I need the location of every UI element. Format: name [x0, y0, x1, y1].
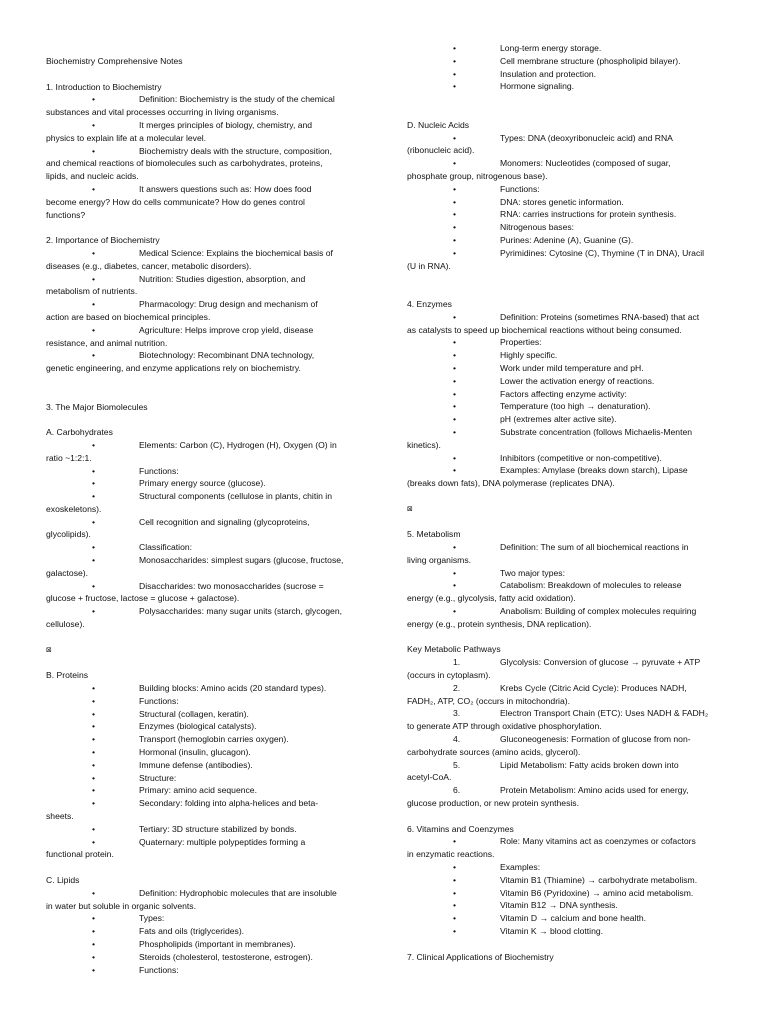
item-text: Pharmacology: Drug design and mechanism of	[139, 299, 318, 310]
bullet-marker: •	[92, 516, 96, 527]
item-text: Nutrition: Studies digestion, absorption, and	[139, 273, 306, 284]
bullet-item	[46, 247, 366, 260]
item-text: Types:	[139, 913, 165, 924]
bullet-item	[46, 759, 366, 772]
item-text: Properties:	[500, 337, 542, 348]
item-text: Monomers: Nucleotides (composed of sugar,	[500, 158, 671, 169]
bullet-marker: •	[453, 426, 457, 437]
item-text: Pyrimidines: Cytosine (C), Thymine (T in DNA), Uracil	[500, 247, 705, 258]
item-text: Structural (collagen, keratin).	[139, 708, 249, 719]
item-number: 1.	[453, 657, 461, 668]
bullet-item	[46, 720, 366, 733]
item-text: Secondary: folding into alpha-helices and beta-	[139, 798, 319, 809]
bullet-marker: •	[453, 43, 457, 53]
bullet-item	[407, 899, 727, 912]
item-text: Immune defense (antibodies).	[139, 759, 253, 770]
numbered-item	[407, 759, 727, 772]
numbered-item	[407, 707, 727, 720]
bullet-marker: •	[453, 68, 457, 79]
bullet-item	[46, 836, 366, 849]
bullet-marker: •	[453, 132, 457, 143]
bullet-marker: •	[92, 708, 96, 719]
item-text: Nitrogenous bases:	[500, 222, 575, 233]
bullet-marker: •	[453, 580, 457, 591]
item-text: Lipid Metabolism: Fatty acids broken down into	[500, 759, 679, 770]
bullet-marker: •	[453, 388, 457, 399]
item-text: Cell recognition and signaling (glycoproteins,	[139, 516, 310, 527]
continuation-line: resistance, and animal nutrition.	[46, 337, 168, 348]
continuation-line: diseases (e.g., diabetes, cancer, metabolic disorders).	[46, 260, 252, 271]
continuation-line: become energy? How do cells communicate? How do genes control	[46, 196, 305, 207]
bullet-item	[407, 196, 727, 209]
item-text: Medical Science: Explains the biochemical basis of	[139, 247, 333, 258]
paragraph-line: A. Carbohydrates	[46, 427, 113, 438]
item-text: Purines: Adenine (A), Guanine (G).	[500, 234, 634, 245]
bullet-marker: •	[453, 375, 457, 386]
item-text: Agriculture: Helps improve crop yield, disease	[139, 324, 314, 335]
item-text: Monosaccharides: simplest sugars (glucose, fructose,	[139, 555, 344, 566]
bullet-marker: •	[453, 209, 457, 220]
item-text: Two major types:	[500, 567, 565, 578]
bullet-marker: •	[92, 926, 96, 937]
bullet-item	[407, 336, 727, 349]
spacer	[407, 93, 727, 119]
bullet-item	[407, 464, 727, 477]
item-text: Long-term energy storage.	[500, 43, 602, 53]
bullet-item	[407, 861, 727, 874]
continuation-line: (occurs in cytoplasm).	[407, 670, 491, 681]
bullet-marker: •	[92, 542, 96, 553]
bullet-marker: •	[453, 414, 457, 425]
bullet-marker: •	[92, 94, 96, 105]
item-text: Work under mild temperature and pH.	[500, 362, 644, 373]
bullet-item	[407, 183, 727, 196]
bullet-marker: •	[453, 925, 457, 936]
item-text: Biochemistry deals with the structure, composition,	[139, 145, 332, 156]
bullet-item	[46, 887, 366, 900]
spacer	[46, 68, 366, 81]
bullet-item	[407, 80, 727, 93]
item-text: Lower the activation energy of reactions.	[500, 375, 655, 386]
bullet-item	[407, 221, 727, 234]
item-text: Hormonal (insulin, glucagon).	[139, 747, 251, 758]
bullet-marker: •	[453, 222, 457, 233]
bullet-marker: •	[453, 311, 457, 322]
item-text: Functions:	[139, 465, 179, 476]
item-number: 5.	[453, 759, 461, 770]
bullet-item	[46, 298, 366, 311]
spacer	[46, 631, 366, 644]
bullet-marker: •	[453, 81, 457, 92]
continuation-line: acetyl-CoA.	[407, 772, 452, 783]
bullet-item	[407, 234, 727, 247]
item-text: Vitamin B1 (Thiamine) → carbohydrate metabolism.	[500, 874, 698, 885]
item-text: DNA: stores genetic information.	[500, 196, 624, 207]
bullet-marker: •	[453, 158, 457, 169]
bullet-item	[407, 362, 727, 375]
paragraph-line: 2. Importance of Biochemistry	[46, 235, 160, 246]
bullet-marker: •	[453, 567, 457, 578]
bullet-marker: •	[453, 836, 457, 847]
continuation-line: genetic engineering, and enzyme applications rely on biochemistry.	[46, 363, 301, 374]
item-text: Primary energy source (glucose).	[139, 478, 266, 489]
bullet-marker: •	[92, 734, 96, 745]
bullet-marker: •	[92, 465, 96, 476]
bullet-marker: •	[92, 747, 96, 758]
bullet-marker: •	[92, 721, 96, 732]
item-text: Tertiary: 3D structure stabilized by bonds.	[139, 823, 297, 834]
continuation-line: glucose + fructose, lactose = glucose + galactose).	[46, 593, 240, 604]
paragraph-line: C. Lipids	[46, 875, 80, 885]
spacer	[46, 221, 366, 234]
spacer	[407, 631, 727, 644]
bullet-marker: •	[92, 964, 96, 975]
bullet-marker: •	[453, 362, 457, 373]
bullet-marker: •	[453, 606, 457, 617]
continuation-line: glycolipids).	[46, 529, 91, 540]
bullet-item	[407, 874, 727, 887]
spacer	[46, 413, 366, 426]
bullet-marker: •	[453, 247, 457, 258]
item-text: Functions:	[139, 695, 179, 706]
bullet-marker: •	[453, 913, 457, 924]
bullet-item	[46, 938, 366, 951]
bullet-marker: •	[92, 299, 96, 310]
bullet-item	[407, 835, 727, 848]
item-text: Catabolism: Breakdown of molecules to release	[500, 580, 682, 591]
item-text: Examples:	[500, 862, 541, 872]
bullet-item	[407, 400, 727, 413]
item-text: Definition: Biochemistry is the study of the chemical	[139, 94, 335, 105]
paragraph-line: 7. Clinical Applications of Biochemistry	[407, 951, 554, 962]
item-text: Substrate concentration (follows Michaelis-Menten	[500, 426, 693, 437]
item-text: pH (extremes alter active site).	[500, 414, 617, 425]
bullet-item	[46, 682, 366, 695]
bullet-marker: •	[453, 452, 457, 463]
paragraph-line: 1. Introduction to Biochemistry	[46, 81, 162, 92]
page-break-symbol: ⊠	[46, 645, 52, 654]
continuation-line: energy (e.g., glycolysis, fatty acid oxidation).	[407, 593, 576, 604]
bullet-marker: •	[453, 234, 457, 245]
continuation-line: (breaks down fats), DNA polymerase (replicates DNA).	[407, 478, 615, 489]
bullet-item	[407, 42, 727, 55]
item-text: Vitamin B12 → DNA synthesis.	[500, 900, 618, 911]
item-text: Biotechnology: Recombinant DNA technology,	[139, 350, 315, 361]
bullet-item	[46, 708, 366, 721]
bullet-marker: •	[92, 183, 96, 194]
bullet-item	[407, 567, 727, 580]
continuation-line: lipids, and nucleic acids.	[46, 171, 139, 182]
paragraph-line: D. Nucleic Acids	[407, 119, 470, 130]
item-text: Definition: Proteins (sometimes RNA-based) that act	[500, 311, 700, 322]
continuation-line: exoskeletons).	[46, 503, 102, 514]
bullet-marker: •	[92, 350, 96, 361]
bullet-item	[46, 695, 366, 708]
bullet-item	[407, 55, 727, 68]
bullet-marker: •	[92, 683, 96, 694]
item-text: Steroids (cholesterol, testosterone, estrogen).	[139, 951, 313, 962]
bullet-marker: •	[453, 350, 457, 361]
bullet-marker: •	[92, 938, 96, 949]
bullet-marker: •	[453, 900, 457, 911]
item-number: 2.	[453, 682, 461, 693]
item-text: Classification:	[139, 542, 193, 553]
continuation-line: and chemical reactions of biomolecules such as carbohydrates, proteins,	[46, 158, 323, 169]
continuation-line: phosphate group, nitrogenous base).	[407, 170, 548, 181]
item-text: Definition: The sum of all biochemical reactions in	[500, 542, 689, 553]
continuation-line: carbohydrate sources (amino acids, glycerol).	[407, 746, 581, 757]
item-text: Primary: amino acid sequence.	[139, 785, 257, 796]
item-number: 3.	[453, 708, 461, 719]
continuation-line: energy (e.g., protein synthesis, DNA replication).	[407, 618, 592, 629]
continuation-line: functional protein.	[46, 849, 114, 860]
bullet-item	[46, 912, 366, 925]
bullet-marker: •	[92, 606, 96, 617]
bullet-marker: •	[453, 183, 457, 194]
spacer	[407, 810, 727, 823]
bullet-marker: •	[92, 119, 96, 130]
bullet-marker: •	[453, 887, 457, 898]
continuation-line: to generate ATP through oxidative phosphorylation.	[407, 721, 602, 732]
bullet-item	[46, 784, 366, 797]
paragraph-line: 5. Metabolism	[407, 529, 461, 540]
continuation-line: substances and vital processes occurring in living organisms.	[46, 107, 279, 118]
continuation-line: FADH₂, ATP, CO₂ (occurs in mitochondria).	[407, 695, 570, 706]
spacer	[407, 490, 727, 503]
item-text: Hormone signaling.	[500, 81, 575, 92]
item-text: Structure:	[139, 772, 177, 783]
left-column	[46, 55, 366, 976]
bullet-item	[407, 912, 727, 925]
bullet-item	[46, 516, 366, 529]
item-text: Temperature (too high → denaturation).	[500, 401, 651, 412]
bullet-marker: •	[453, 874, 457, 885]
item-text: Cell membrane structure (phospholipid bilayer).	[500, 55, 681, 66]
continuation-line: (U in RNA).	[407, 260, 451, 271]
bullet-marker: •	[453, 401, 457, 412]
bullet-marker: •	[453, 542, 457, 553]
item-text: Electron Transport Chain (ETC): Uses NADH & FADH₂	[500, 708, 709, 719]
bullet-item	[46, 439, 366, 452]
bullet-item	[46, 823, 366, 836]
bullet-marker: •	[453, 55, 457, 66]
continuation-line: cellulose).	[46, 619, 85, 630]
continuation-line: functions?	[46, 209, 86, 220]
bullet-item	[407, 452, 727, 465]
item-text: Vitamin B6 (Pyridoxine) → amino acid metabolism.	[500, 887, 694, 898]
item-text: Structural components (cellulose in plants, chitin in	[139, 491, 332, 502]
bullet-item	[46, 477, 366, 490]
item-text: Definition: Hydrophobic molecules that are insoluble	[139, 887, 337, 898]
numbered-item	[407, 784, 727, 797]
continuation-line: living organisms.	[407, 554, 471, 565]
bullet-marker: •	[92, 478, 96, 489]
bullet-item	[46, 541, 366, 554]
bullet-marker: •	[453, 862, 457, 872]
bullet-marker: •	[453, 337, 457, 348]
item-text: Krebs Cycle (Citric Acid Cycle): Produces NADH,	[500, 682, 687, 693]
continuation-line: as catalysts to speed up biochemical reactions without being consumed.	[407, 324, 682, 335]
spacer	[46, 861, 366, 874]
bullet-marker: •	[92, 772, 96, 783]
bullet-item	[407, 887, 727, 900]
bullet-item	[46, 273, 366, 286]
bullet-marker: •	[453, 465, 457, 476]
bullet-item	[46, 925, 366, 938]
bullet-marker: •	[453, 196, 457, 207]
item-text: Protein Metabolism: Amino acids used for energy,	[500, 785, 689, 796]
bullet-marker: •	[92, 491, 96, 502]
bullet-item	[407, 375, 727, 388]
item-text: Types: DNA (deoxyribonucleic acid) and RNA	[500, 132, 673, 143]
bullet-marker: •	[92, 324, 96, 335]
bullet-item	[46, 465, 366, 478]
bullet-item	[407, 541, 727, 554]
continuation-line: kinetics).	[407, 439, 441, 450]
bullet-item	[46, 349, 366, 362]
continuation-line: galactose).	[46, 567, 89, 578]
bullet-marker: •	[92, 887, 96, 898]
bullet-item	[46, 772, 366, 785]
bullet-marker: •	[92, 555, 96, 566]
item-number: 6.	[453, 785, 461, 796]
item-text: Examples: Amylase (breaks down starch), Lipase	[500, 465, 688, 476]
bullet-item	[46, 324, 366, 337]
bullet-item	[407, 413, 727, 426]
bullet-marker: •	[92, 798, 96, 809]
bullet-marker: •	[92, 247, 96, 258]
item-text: RNA: carries instructions for protein synthesis.	[500, 209, 677, 220]
item-text: Factors affecting enzyme activity:	[500, 388, 627, 399]
continuation-line: ratio ~1:2:1.	[46, 452, 92, 463]
item-text: Elements: Carbon (C), Hydrogen (H), Oxygen (O) in	[139, 439, 337, 450]
paragraph-line: Key Metabolic Pathways	[407, 644, 501, 655]
bullet-item	[407, 388, 727, 401]
item-text: Phospholipids (important in membranes).	[139, 938, 296, 949]
continuation-line: in enzymatic reactions.	[407, 849, 495, 860]
right-column	[407, 42, 727, 963]
bullet-item	[407, 208, 727, 221]
bullet-item	[46, 554, 366, 567]
item-text: Role: Many vitamins act as coenzymes or cofactors	[500, 836, 696, 847]
paragraph-line: 6. Vitamins and Coenzymes	[407, 823, 514, 834]
item-text: Vitamin K → blood clotting.	[500, 925, 604, 936]
spacer	[407, 938, 727, 951]
page-break-symbol: ⊠	[407, 504, 413, 513]
bullet-item	[407, 311, 727, 324]
bullet-item	[46, 605, 366, 618]
item-text: Functions:	[139, 964, 179, 975]
paragraph-line: Biochemistry Comprehensive Notes	[46, 56, 183, 66]
bullet-item	[46, 746, 366, 759]
bullet-marker: •	[92, 759, 96, 770]
bullet-item	[46, 580, 366, 593]
bullet-item	[46, 797, 366, 810]
bullet-item	[46, 145, 366, 158]
bullet-item	[407, 925, 727, 938]
bullet-item	[46, 183, 366, 196]
bullet-item	[407, 68, 727, 81]
spacer	[407, 272, 727, 298]
spacer	[46, 656, 366, 669]
spacer	[407, 515, 727, 528]
item-text: Enzymes (biological catalysts).	[139, 721, 257, 732]
numbered-item	[407, 682, 727, 695]
bullet-marker: •	[92, 951, 96, 962]
continuation-line: in water but soluble in organic solvents.	[46, 900, 196, 911]
item-text: Fats and oils (triglycerides).	[139, 926, 245, 937]
item-text: Gluconeogenesis: Formation of glucose from non-	[500, 734, 691, 745]
item-text: Anabolism: Building of complex molecules requiring	[500, 606, 697, 617]
bullet-marker: •	[92, 695, 96, 706]
item-text: Transport (hemoglobin carries oxygen).	[139, 734, 289, 745]
continuation-line: (ribonucleic acid).	[407, 145, 475, 156]
paragraph-line: 3. The Major Biomolecules	[46, 401, 148, 412]
item-text: Inhibitors (competitive or non-competitive).	[500, 452, 662, 463]
bullet-marker: •	[92, 439, 96, 450]
continuation-line: action are based on biochemical principles.	[46, 311, 211, 322]
bullet-item	[407, 605, 727, 618]
bullet-item	[46, 951, 366, 964]
bullet-item	[46, 733, 366, 746]
spacer	[46, 375, 366, 401]
item-text: Polysaccharides: many sugar units (starch, glycogen,	[139, 606, 343, 617]
bullet-item	[407, 349, 727, 362]
item-text: Glycolysis: Conversion of glucose → pyruvate + ATP	[500, 657, 701, 668]
paragraph-line: B. Proteins	[46, 670, 89, 681]
paragraph-line: 4. Enzymes	[407, 298, 452, 309]
bullet-marker: •	[92, 836, 96, 847]
bullet-marker: •	[92, 145, 96, 156]
item-number: 4.	[453, 734, 461, 745]
continuation-line: metabolism of nutrients.	[46, 286, 138, 297]
numbered-item	[407, 656, 727, 669]
continuation-line: glucose production, or new protein synthesis.	[407, 798, 579, 809]
item-text: Vitamin D → calcium and bone health.	[500, 913, 647, 924]
bullet-item	[407, 157, 727, 170]
bullet-item	[46, 964, 366, 977]
item-text: Building blocks: Amino acids (20 standard types).	[139, 683, 327, 694]
item-text: Quaternary: multiple polypeptides forming a	[139, 836, 306, 847]
item-text: Functions:	[500, 183, 540, 194]
bullet-item	[46, 119, 366, 132]
bullet-item	[407, 579, 727, 592]
bullet-item	[407, 247, 727, 260]
bullet-item	[46, 93, 366, 106]
bullet-marker: •	[92, 823, 96, 834]
numbered-item	[407, 733, 727, 746]
bullet-item	[407, 426, 727, 439]
bullet-marker: •	[92, 913, 96, 924]
item-text: It merges principles of biology, chemistry, and	[139, 119, 313, 130]
bullet-item	[46, 490, 366, 503]
item-text: Highly specific.	[500, 350, 558, 361]
continuation-line: physics to explain life at a molecular level.	[46, 132, 207, 143]
item-text: Disaccharides: two monosaccharides (sucrose =	[139, 580, 324, 591]
bullet-item	[407, 132, 727, 145]
item-text: Insulation and protection.	[500, 68, 597, 79]
item-text: It answers questions such as: How does food	[139, 183, 312, 194]
bullet-marker: •	[92, 580, 96, 591]
bullet-marker: •	[92, 273, 96, 284]
bullet-marker: •	[92, 785, 96, 796]
continuation-line: sheets.	[46, 811, 74, 822]
